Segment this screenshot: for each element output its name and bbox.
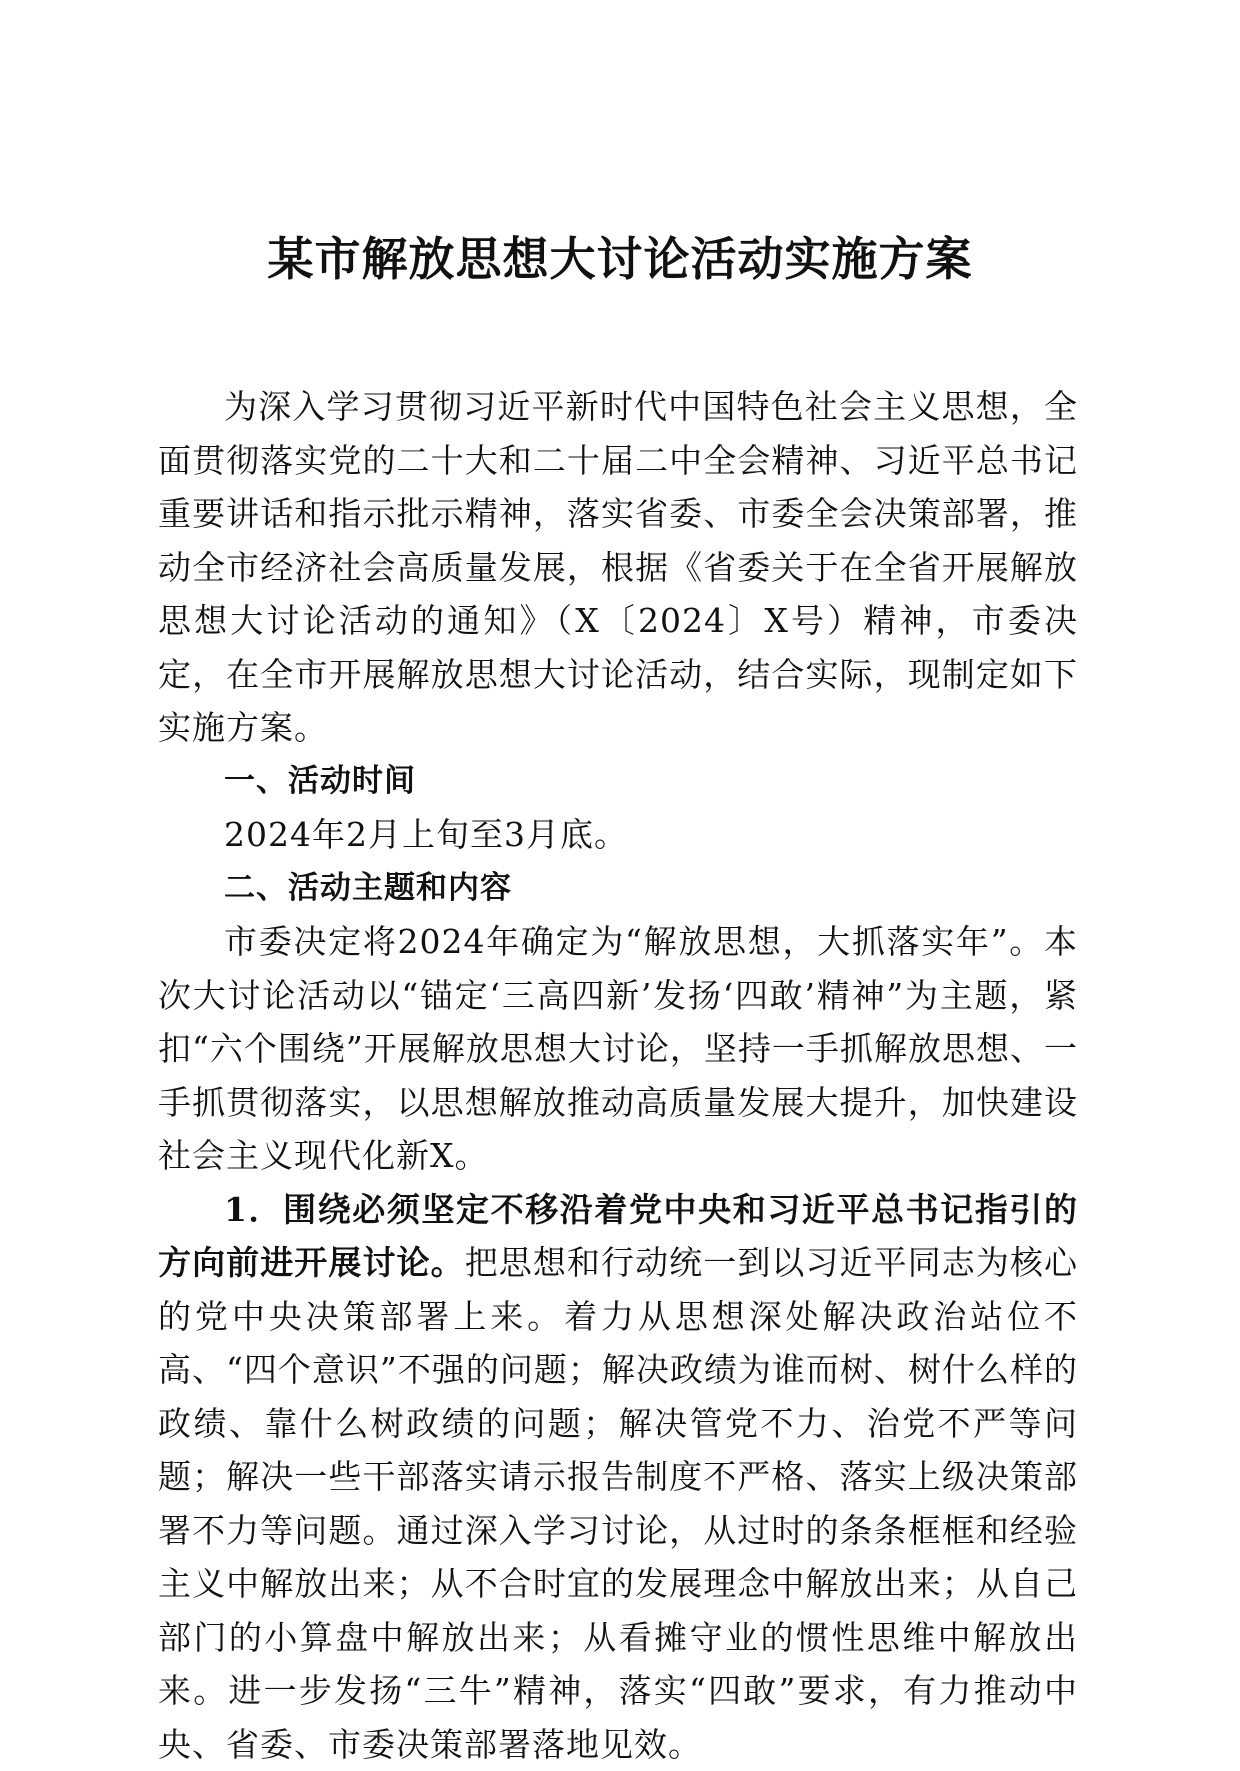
item-1-paragraph [158, 1183, 1078, 1771]
section-heading-activity-time: 一、活动时间 [158, 755, 1078, 809]
activity-time-paragraph: 2024年2月上旬至3月底。 [158, 808, 1078, 862]
item-1-heading: 1．围绕必须坚定不移沿着党中央和习近平总书记指引的方向前进开展讨论。 [158, 1190, 1078, 1283]
item-1-text: 把思想和行动统一到以习近平同志为核心的党中央决策部署上来。着力从思想深处解决政治站位不高、“四个意识”不强的问题；解决政绩为谁而树、树什么样的政绩、靠什么树政绩的问题；解决管党不力、治党不严等问题；解决一些干部落实请示报告制度不严格、落实上级决策部署不力等问题。通过深入学习讨论，从过时的条条框框和经验主义中解放出来；从不合时宜的发展理念中解放出来；从自己部门的小算盘中解放出来；从看摊守业的惯性思维中解放出来。进一步发扬“三牛”精神，落实“四敢”要求，有力推动中央、省委、市委决策部署落地见效。 [158, 1243, 1078, 1764]
intro-paragraph: 为深入学习贯彻习近平新时代中国特色社会主义思想，全面贯彻落实党的二十大和二十届二中全会精神、习近平总书记重要讲话和指示批示精神，落实省委、市委全会决策部署，推动全市经济社会高质量发展，根据《省委关于在全省开展解放思想大讨论活动的通知》（X〔2024〕X号）精神，市委决定，在全市开展解放思想大讨论活动，结合实际，现制定如下实施方案。 [158, 380, 1078, 755]
document-body [158, 380, 1078, 1771]
section-heading-theme-content: 二、活动主题和内容 [158, 862, 1078, 916]
theme-content-paragraph: 市委决定将2024年确定为“解放思想，大抓落实年”。本次大讨论活动以“锚定‘三高四新’发扬‘四敢’精神”为主题，紧扣“六个围绕”开展解放思想大讨论，坚持一手抓解放思想、一手抓贯彻落实，以思想解放推动高质量发展大提升，加快建设社会主义现代化新X。 [158, 915, 1078, 1183]
document-title: 某市解放思想大讨论活动实施方案 [0, 228, 1240, 290]
